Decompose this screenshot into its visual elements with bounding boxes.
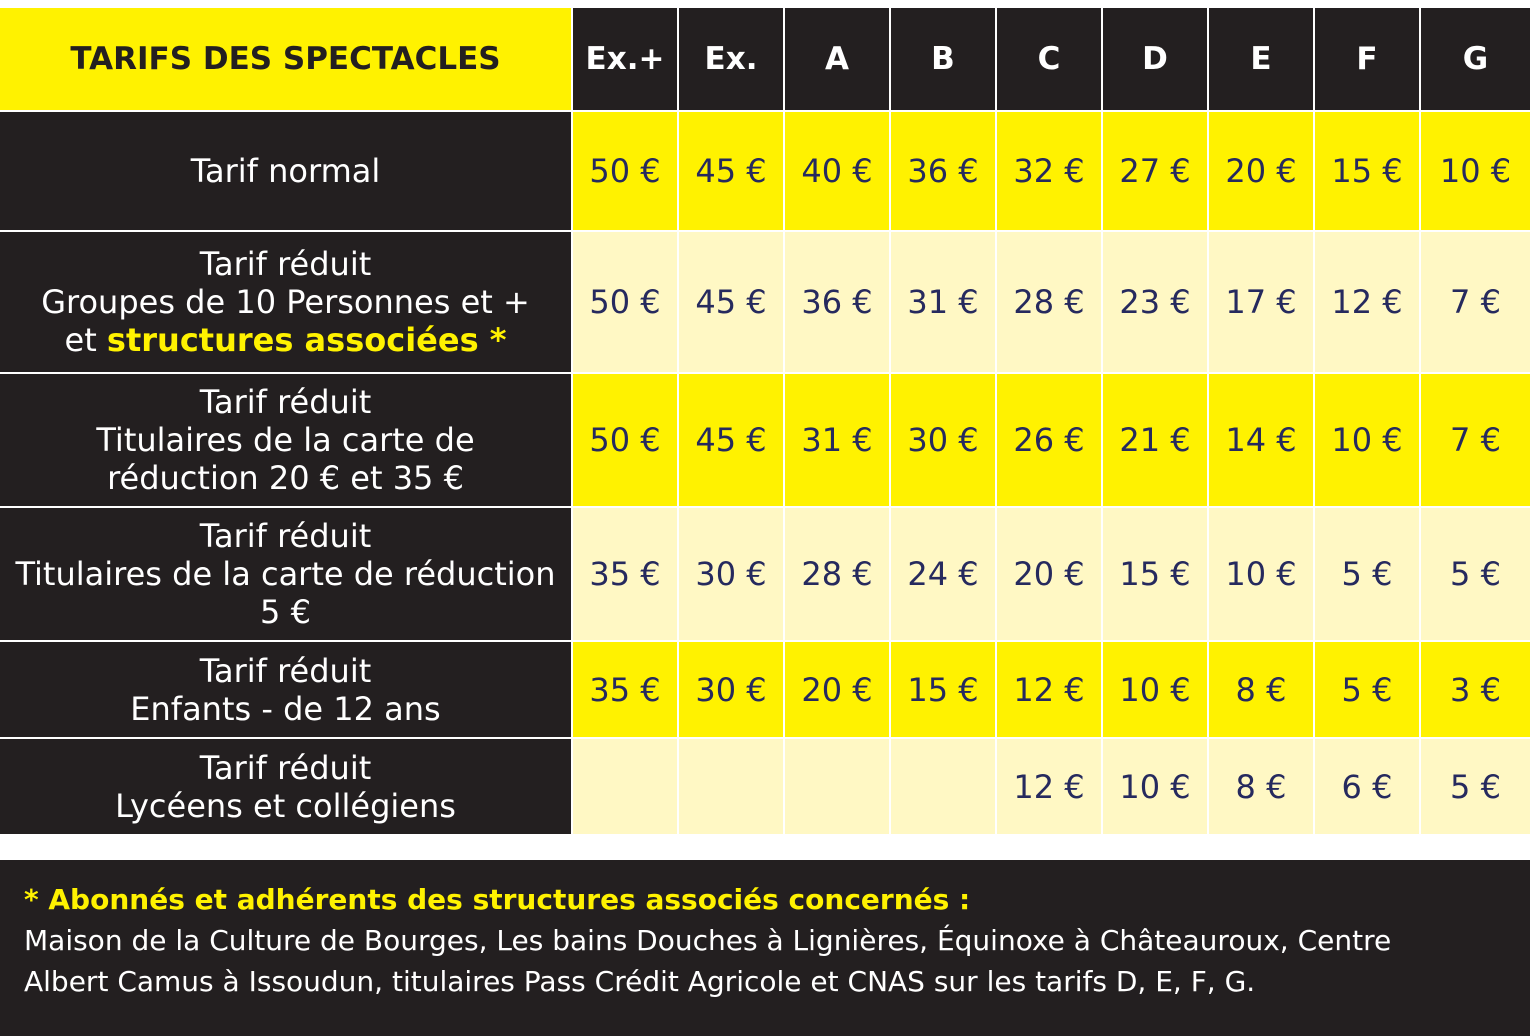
row-label-prefix: et bbox=[64, 321, 107, 359]
row-label bbox=[0, 111, 572, 231]
footnote-line: Albert Camus à Issoudun, titulaires Pass Crédit Agricole et CNAS sur les tarifs D, E, F, G. bbox=[24, 965, 1256, 998]
footnote-heading: * Abonnés et adhérents des structures associés concernés : bbox=[24, 883, 971, 916]
price-cell: 27 € bbox=[1102, 111, 1208, 231]
price-cell: 12 € bbox=[996, 738, 1102, 835]
price-cell bbox=[678, 738, 784, 835]
price-cell: 35 € bbox=[572, 641, 678, 738]
price-cell: 20 € bbox=[1208, 111, 1314, 231]
price-cell: 7 € bbox=[1420, 231, 1530, 373]
price-cell: 32 € bbox=[996, 111, 1102, 231]
price-cell: 12 € bbox=[996, 641, 1102, 738]
row-label bbox=[0, 641, 572, 738]
header-row bbox=[0, 8, 1530, 111]
row-label-line: 5 € bbox=[260, 593, 311, 631]
category-header: A bbox=[784, 8, 890, 111]
row-label-line: Tarif réduit bbox=[199, 517, 372, 555]
row-label-line: Groupes de 10 Personnes et + bbox=[41, 283, 530, 321]
row-label-line bbox=[0, 321, 571, 359]
price-cell: 23 € bbox=[1102, 231, 1208, 373]
price-cell: 15 € bbox=[890, 641, 996, 738]
price-cell: 8 € bbox=[1208, 738, 1314, 835]
price-cell: 45 € bbox=[678, 231, 784, 373]
footnote-line: Maison de la Culture de Bourges, Les bains Douches à Lignières, Équinoxe à Châteauroux, Centre bbox=[24, 924, 1392, 957]
category-header: D bbox=[1102, 8, 1208, 111]
price-cell: 3 € bbox=[1420, 641, 1530, 738]
price-cell: 5 € bbox=[1314, 507, 1420, 641]
price-cell: 7 € bbox=[1420, 373, 1530, 507]
price-cell: 8 € bbox=[1208, 641, 1314, 738]
price-cell: 12 € bbox=[1314, 231, 1420, 373]
associated-structures-highlight: structures associées * bbox=[106, 321, 507, 359]
price-cell: 10 € bbox=[1102, 738, 1208, 835]
category-header: E bbox=[1208, 8, 1314, 111]
price-cell: 50 € bbox=[572, 231, 678, 373]
row-label-line: Lycéens et collégiens bbox=[115, 786, 456, 825]
row-label bbox=[0, 373, 572, 507]
row-label-line: Tarif normal bbox=[190, 152, 381, 190]
price-cell: 45 € bbox=[678, 373, 784, 507]
price-cell: 50 € bbox=[572, 111, 678, 231]
pricing-table bbox=[0, 8, 1530, 836]
row-label bbox=[0, 738, 572, 835]
row-label-line: Tarif réduit bbox=[199, 383, 372, 421]
price-cell: 15 € bbox=[1102, 507, 1208, 641]
table-row bbox=[0, 231, 1530, 373]
row-label-line: Tarif réduit bbox=[199, 651, 372, 690]
table-row bbox=[0, 111, 1530, 231]
price-cell: 36 € bbox=[890, 111, 996, 231]
price-cell: 30 € bbox=[890, 373, 996, 507]
category-header: G bbox=[1420, 8, 1530, 111]
price-cell: 45 € bbox=[678, 111, 784, 231]
price-cell: 26 € bbox=[996, 373, 1102, 507]
price-cell: 5 € bbox=[1314, 641, 1420, 738]
row-label-line: Tarif réduit bbox=[199, 748, 372, 787]
table-row bbox=[0, 738, 1530, 835]
price-cell: 31 € bbox=[784, 373, 890, 507]
table-title: TARIFS DES SPECTACLES bbox=[0, 8, 572, 111]
price-cell bbox=[784, 738, 890, 835]
table-row bbox=[0, 641, 1530, 738]
category-header: Ex.+ bbox=[572, 8, 678, 111]
row-label bbox=[0, 507, 572, 641]
price-cell: 10 € bbox=[1208, 507, 1314, 641]
price-cell: 17 € bbox=[1208, 231, 1314, 373]
price-cell: 15 € bbox=[1314, 111, 1420, 231]
row-label-line: Titulaires de la carte de bbox=[96, 421, 475, 459]
price-cell: 5 € bbox=[1420, 738, 1530, 835]
price-cell: 40 € bbox=[784, 111, 890, 231]
price-cell: 21 € bbox=[1102, 373, 1208, 507]
price-cell: 10 € bbox=[1314, 373, 1420, 507]
price-cell: 28 € bbox=[996, 231, 1102, 373]
price-cell: 6 € bbox=[1314, 738, 1420, 835]
table-row bbox=[0, 507, 1530, 641]
price-cell: 10 € bbox=[1102, 641, 1208, 738]
price-cell: 50 € bbox=[572, 373, 678, 507]
category-header: B bbox=[890, 8, 996, 111]
category-header: C bbox=[996, 8, 1102, 111]
row-label-line: Titulaires de la carte de réduction bbox=[15, 555, 556, 593]
price-cell bbox=[890, 738, 996, 835]
price-cell: 14 € bbox=[1208, 373, 1314, 507]
row-label bbox=[0, 231, 572, 373]
category-header: F bbox=[1314, 8, 1420, 111]
price-cell: 31 € bbox=[890, 231, 996, 373]
footnote-box bbox=[0, 860, 1530, 1036]
price-cell: 10 € bbox=[1420, 111, 1530, 231]
price-cell: 30 € bbox=[678, 507, 784, 641]
price-cell: 35 € bbox=[572, 507, 678, 641]
category-header: Ex. bbox=[678, 8, 784, 111]
row-label-line: Tarif réduit bbox=[199, 245, 372, 283]
price-cell: 20 € bbox=[784, 641, 890, 738]
price-cell: 24 € bbox=[890, 507, 996, 641]
price-cell: 28 € bbox=[784, 507, 890, 641]
price-cell: 30 € bbox=[678, 641, 784, 738]
row-label-line: réduction 20 € et 35 € bbox=[107, 459, 464, 497]
table-row bbox=[0, 373, 1530, 507]
price-cell bbox=[572, 738, 678, 835]
price-cell: 20 € bbox=[996, 507, 1102, 641]
price-cell: 36 € bbox=[784, 231, 890, 373]
price-cell: 5 € bbox=[1420, 507, 1530, 641]
row-label-line: Enfants - de 12 ans bbox=[130, 689, 441, 728]
